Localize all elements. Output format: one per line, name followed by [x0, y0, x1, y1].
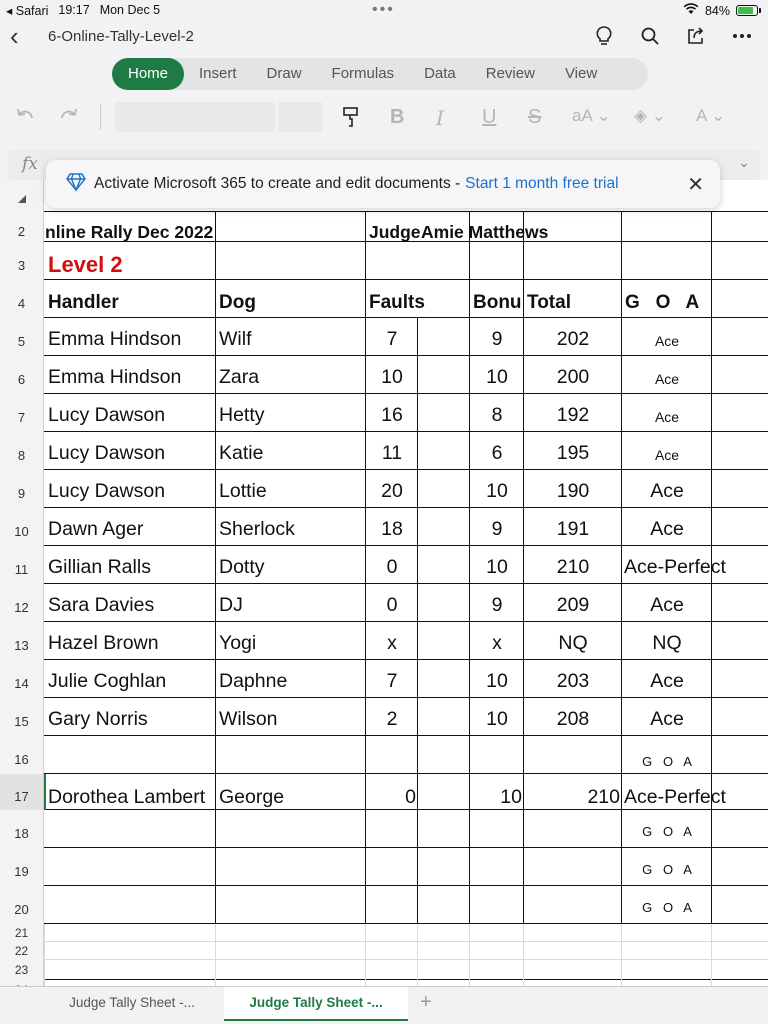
handler-header[interactable]: Handler	[48, 292, 119, 313]
bold-icon[interactable]: B	[390, 106, 405, 128]
fill-color-icon[interactable]: ◈ ⌄	[634, 106, 667, 125]
document-title[interactable]: 6-Online-Tally-Level-2	[48, 28, 194, 45]
bonus-cell[interactable]: 6	[491, 442, 503, 464]
result-cell[interactable]: Ace	[654, 409, 680, 425]
tab-home[interactable]: Home	[112, 58, 184, 90]
dog-cell[interactable]: Daphne	[219, 670, 288, 692]
activation-banner	[46, 160, 720, 208]
select-all-corner[interactable]	[0, 180, 44, 212]
total-cell[interactable]: 203	[556, 670, 590, 692]
dog-cell[interactable]: Katie	[219, 442, 264, 464]
column-gridline	[523, 924, 524, 988]
ribbon-tabs	[112, 58, 648, 90]
lightbulb-icon[interactable]	[592, 24, 616, 48]
row-header[interactable]: 3	[0, 242, 44, 280]
font-size-field[interactable]	[278, 102, 323, 132]
sheet-tabs	[0, 986, 768, 1024]
row-border	[44, 507, 768, 508]
row-border	[44, 355, 768, 356]
result-cell[interactable]: Ace	[654, 371, 680, 387]
goa-options[interactable]: G O A	[642, 862, 692, 877]
multitask-dots-icon[interactable]: •••	[372, 1, 395, 18]
column-border	[215, 212, 216, 924]
handler-cell[interactable]: Lucy Dawson	[48, 442, 166, 464]
free-trial-link[interactable]: Start 1 month free trial	[465, 175, 619, 192]
faults-cell[interactable]: 7	[386, 328, 398, 350]
dog-cell[interactable]: George	[219, 786, 285, 808]
row-header[interactable]: 21	[0, 924, 44, 942]
result-cell[interactable]: Ace	[654, 447, 680, 463]
row-border	[44, 583, 768, 584]
battery-icon	[736, 5, 758, 16]
row-border	[44, 621, 768, 622]
row-header[interactable]: 10	[0, 508, 44, 546]
handler-cell[interactable]: Lucy Dawson	[48, 404, 166, 426]
row-header[interactable]: 7	[0, 394, 44, 432]
bonus-cell[interactable]: 10	[486, 670, 508, 692]
row-header[interactable]: 4	[0, 280, 44, 318]
row-header[interactable]: 5	[0, 318, 44, 356]
row-header[interactable]: 15	[0, 698, 44, 736]
total-cell[interactable]: 208	[556, 708, 590, 730]
redo-icon[interactable]	[58, 106, 80, 132]
dog-cell[interactable]: Lottie	[219, 480, 267, 502]
level-title[interactable]: Level 2	[48, 252, 123, 277]
status-date: Mon Dec 5	[99, 3, 161, 17]
faults-cell[interactable]: 11	[381, 442, 403, 464]
dog-cell[interactable]: Hetty	[219, 404, 265, 426]
add-sheet-icon[interactable]: +	[420, 991, 432, 1013]
row-border	[44, 735, 768, 736]
row-border	[44, 979, 768, 980]
row-border	[44, 211, 768, 212]
sheet-tab-1[interactable]: Judge Tally Sheet -...	[69, 995, 195, 1010]
row-header[interactable]: 13	[0, 622, 44, 660]
row-header[interactable]: 12	[0, 584, 44, 622]
handler-cell[interactable]: Gillian Ralls	[48, 556, 151, 578]
bonus-cell[interactable]: 8	[491, 404, 503, 426]
result-cell[interactable]: Ace-Perfect	[624, 556, 726, 578]
faults-cell[interactable]: 10	[381, 366, 403, 388]
row-header[interactable]: 6	[0, 356, 44, 394]
back-chevron-icon[interactable]: ‹	[10, 21, 19, 51]
total-cell[interactable]: 209	[556, 594, 590, 616]
total-cell[interactable]: 195	[556, 442, 590, 464]
goa-header[interactable]: G O A	[625, 292, 700, 313]
font-name-field[interactable]	[115, 102, 275, 132]
sheet-tab-2[interactable]: Judge Tally Sheet -...	[224, 987, 408, 1021]
row-border	[44, 545, 768, 546]
row-border	[44, 697, 768, 698]
dog-cell[interactable]: Sherlock	[219, 518, 295, 540]
column-gridline	[44, 924, 45, 988]
column-gridline	[365, 924, 366, 988]
active-cell-indicator	[44, 774, 46, 810]
row-border	[44, 923, 768, 924]
result-cell[interactable]: Ace	[650, 518, 684, 540]
handler-cell[interactable]: Gary Norris	[48, 708, 148, 730]
font-size-icon[interactable]: aA ⌄	[572, 106, 611, 125]
faults-cell[interactable]: 0	[405, 786, 416, 808]
tab-formulas[interactable]: Formulas	[331, 65, 395, 82]
row-header[interactable]: 18	[0, 810, 44, 848]
row-header[interactable]: 17	[0, 774, 44, 810]
bonus-cell[interactable]: 10	[486, 480, 508, 502]
tab-data[interactable]: Data	[424, 65, 456, 82]
dog-cell[interactable]: Zara	[219, 366, 260, 388]
bonus-cell[interactable]: 10	[486, 556, 508, 578]
row-border	[44, 393, 768, 394]
underline-icon[interactable]: U	[482, 106, 497, 128]
handler-cell[interactable]: Lucy Dawson	[48, 480, 166, 502]
row-border	[44, 847, 768, 848]
row-header[interactable]: 14	[0, 660, 44, 698]
tab-draw[interactable]: Draw	[266, 65, 302, 82]
total-cell[interactable]: 190	[556, 480, 590, 502]
row-border	[44, 659, 768, 660]
total-cell[interactable]: 192	[556, 404, 590, 426]
tab-view[interactable]: View	[564, 65, 598, 82]
row-header[interactable]: 9	[0, 470, 44, 508]
column-gridline	[417, 924, 418, 988]
row-header[interactable]: 20	[0, 886, 44, 924]
handler-cell[interactable]: Dawn Ager	[48, 518, 144, 540]
handler-cell[interactable]: Hazel Brown	[48, 632, 159, 654]
format-painter-icon[interactable]	[342, 106, 360, 134]
faults-cell[interactable]: 7	[386, 670, 398, 692]
handler-cell[interactable]: Julie Coghlan	[48, 670, 167, 692]
tab-review[interactable]: Review	[485, 65, 535, 82]
total-cell[interactable]: 202	[556, 328, 590, 350]
result-cell[interactable]: Ace-Perfect	[624, 786, 726, 808]
wifi-icon	[683, 3, 699, 18]
judge-label[interactable]: Judge	[369, 222, 421, 242]
status-bar	[0, 0, 768, 20]
column-gridline	[469, 924, 470, 988]
chevron-down-icon[interactable]: ⌄	[738, 154, 750, 170]
title-bar	[0, 20, 768, 54]
result-cell[interactable]: Ace	[650, 594, 684, 616]
handler-cell[interactable]: Emma Hindson	[48, 328, 182, 350]
handler-cell[interactable]: Emma Hindson	[48, 366, 182, 388]
back-to-app[interactable]: ◂ Safari	[6, 4, 49, 18]
row-header[interactable]: 23	[0, 960, 44, 980]
more-icon[interactable]	[730, 24, 754, 48]
fx-icon: fx	[22, 154, 38, 174]
strikethrough-icon[interactable]: S	[528, 106, 542, 128]
column-gridline	[711, 924, 712, 988]
faults-cell[interactable]: 18	[381, 518, 403, 540]
row-header[interactable]: 8	[0, 432, 44, 470]
total-cell[interactable]: 200	[556, 366, 590, 388]
faults-cell[interactable]: 0	[386, 556, 398, 578]
bonus-cell[interactable]: 10	[486, 708, 508, 730]
goa-options[interactable]: G O A	[642, 824, 692, 839]
row-gridline	[44, 941, 768, 942]
bonus-header[interactable]: Bonu	[473, 292, 522, 313]
spreadsheet-grid[interactable]	[0, 180, 768, 988]
sheet-title[interactable]: nline Rally Dec 2022	[45, 222, 214, 242]
battery-percent: 84%	[704, 3, 730, 18]
goa-options[interactable]: G O A	[642, 900, 692, 915]
tab-insert[interactable]: Insert	[199, 65, 237, 82]
result-cell[interactable]: Ace	[654, 333, 680, 349]
close-icon[interactable]: ✕	[687, 174, 704, 196]
row-header[interactable]: 11	[0, 546, 44, 584]
font-color-icon[interactable]: A ⌄	[696, 106, 726, 125]
bonus-cell[interactable]: 9	[491, 594, 503, 616]
result-cell[interactable]: Ace	[650, 670, 684, 692]
row-header[interactable]: 22	[0, 942, 44, 960]
diamond-icon	[66, 173, 86, 196]
faults-cell[interactable]: 16	[381, 404, 403, 426]
row-border	[44, 809, 768, 810]
undo-icon[interactable]	[14, 106, 36, 132]
faults-header[interactable]: Faults	[369, 292, 425, 313]
row-border	[44, 317, 768, 318]
faults-cell[interactable]: 2	[386, 708, 398, 730]
dog-cell[interactable]: Wilson	[219, 708, 278, 730]
dog-cell[interactable]: Yogi	[219, 632, 257, 654]
bonus-cell[interactable]: 10	[500, 786, 522, 808]
row-border	[44, 773, 768, 774]
faults-cell[interactable]: 20	[381, 480, 403, 502]
bonus-cell[interactable]: 9	[491, 328, 503, 350]
row-border	[44, 469, 768, 470]
row-header[interactable]: 16	[0, 736, 44, 774]
faults-cell[interactable]: x	[387, 632, 397, 654]
row-header[interactable]: 19	[0, 848, 44, 886]
result-cell[interactable]: Ace	[650, 708, 684, 730]
bonus-cell[interactable]: x	[492, 632, 502, 654]
handler-cell[interactable]: Sara Davies	[48, 594, 155, 616]
dog-cell[interactable]: Dotty	[219, 556, 265, 578]
banner-message: Activate Microsoft 365 to create and edit documents -	[94, 175, 461, 192]
search-icon[interactable]	[638, 24, 662, 48]
judge-name[interactable]: Amie Matthews	[421, 222, 549, 242]
total-cell[interactable]: NQ	[558, 632, 588, 654]
toolbar-divider	[100, 104, 101, 130]
row-border	[44, 431, 768, 432]
faults-cell[interactable]: 0	[386, 594, 398, 616]
dog-cell[interactable]: DJ	[219, 594, 243, 616]
row-gridline	[44, 959, 768, 960]
column-gridline	[621, 924, 622, 988]
bonus-cell[interactable]: 9	[491, 518, 503, 540]
bonus-cell[interactable]: 10	[486, 366, 508, 388]
handler-cell[interactable]: Dorothea Lambert	[48, 786, 206, 808]
column-gridline	[215, 924, 216, 988]
italic-icon[interactable]: I	[436, 106, 444, 130]
share-icon[interactable]	[684, 24, 708, 48]
result-cell[interactable]: Ace	[650, 480, 684, 502]
result-cell[interactable]: NQ	[652, 632, 682, 654]
status-time: 19:17	[58, 3, 90, 17]
row-border	[44, 279, 768, 280]
goa-options[interactable]: G O A	[642, 754, 692, 769]
total-cell[interactable]: 210	[587, 786, 620, 808]
row-border	[44, 885, 768, 886]
total-cell[interactable]: 210	[556, 556, 590, 578]
dog-header[interactable]: Dog	[219, 292, 256, 313]
total-cell[interactable]: 191	[556, 518, 590, 540]
row-header[interactable]: 2	[0, 212, 44, 242]
dog-cell[interactable]: Wilf	[219, 328, 252, 350]
total-header[interactable]: Total	[527, 292, 571, 313]
